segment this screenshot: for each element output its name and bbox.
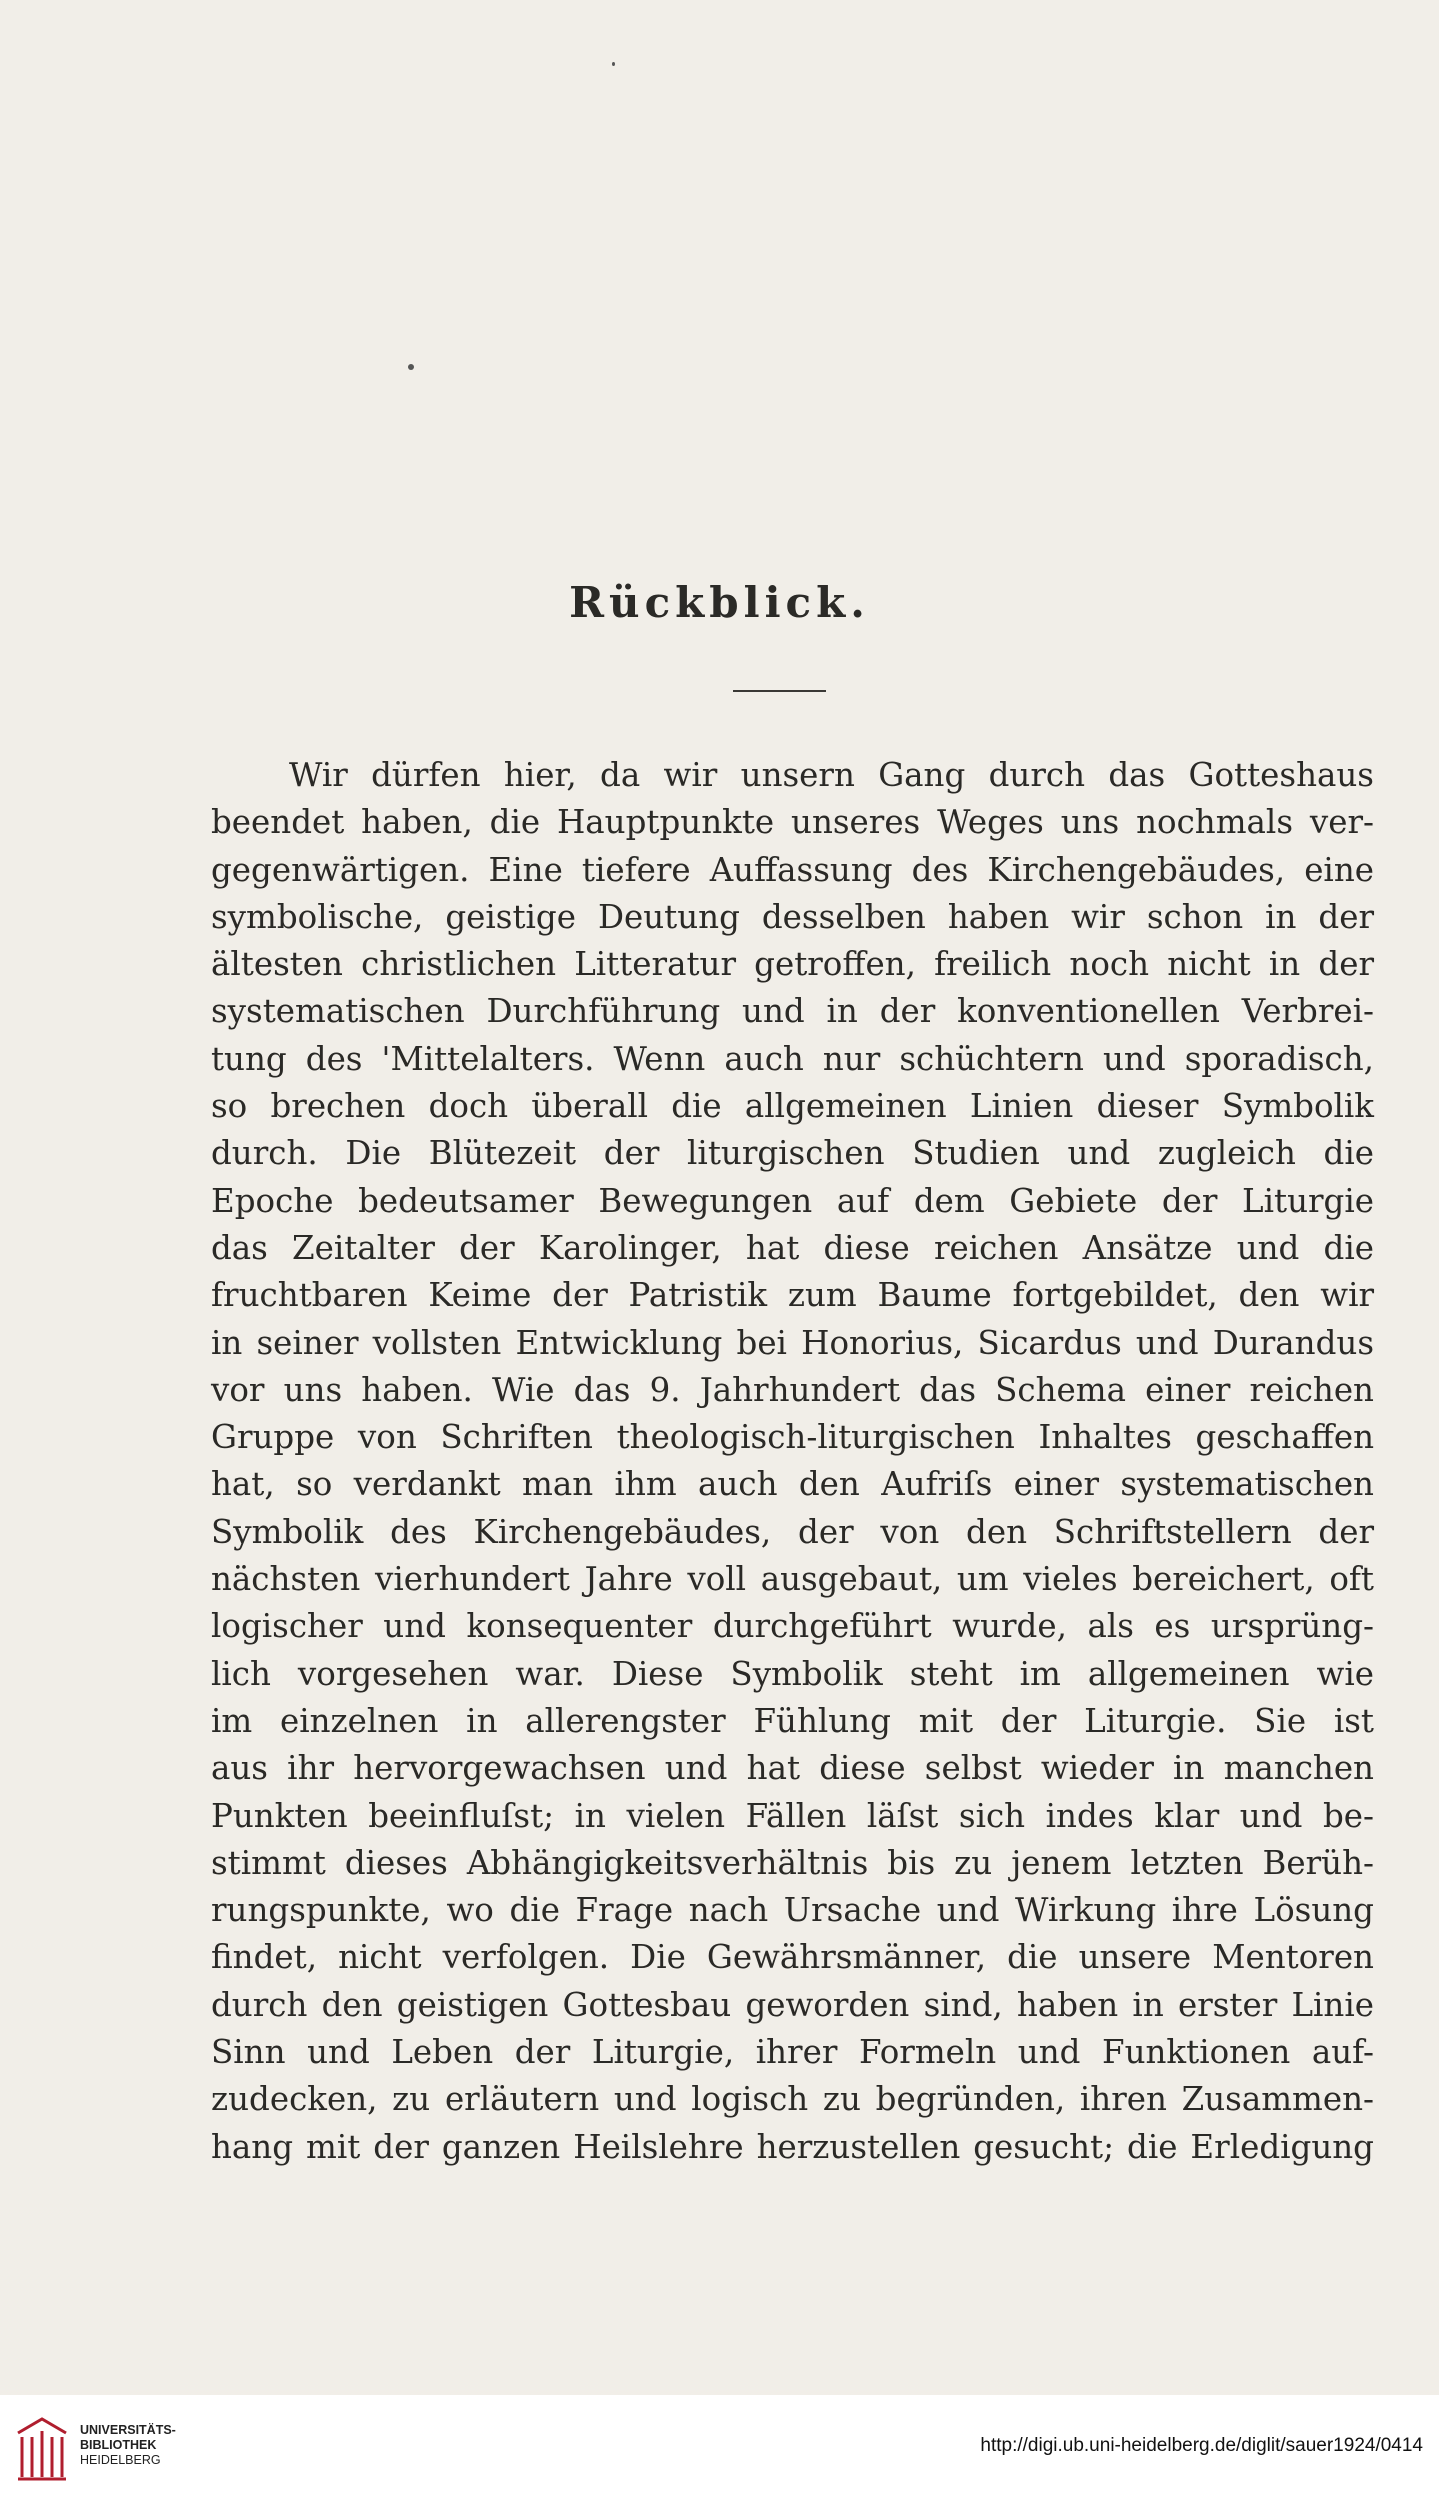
- source-url-link[interactable]: http://digi.ub.uni-heidelberg.de/diglit/sauer1924/0414: [980, 2435, 1423, 2456]
- text-line: symbolische, geistige Deutung desselben haben wir schon in der: [211, 897, 1374, 936]
- text-line: hang mit der ganzen Heilslehre herzustellen gesucht; die Erledigung: [211, 2127, 1374, 2166]
- library-name-line: BIBLIOTHEK: [80, 2438, 157, 2452]
- text-line: gegenwärtigen. Eine tiefere Auffassung des Kirchengebäudes, eine: [211, 850, 1374, 889]
- dust-speck: [408, 364, 414, 370]
- text-line: tung des 'Mittelalters. Wenn auch nur schüchtern und sporadisch,: [211, 1039, 1374, 1078]
- library-logo-icon: [14, 2413, 72, 2485]
- heading-rule: [733, 690, 826, 692]
- text-line: logischer und konsequenter durchgeführt wurde, als es ursprüng-: [211, 1607, 1374, 1646]
- text-line: durch. Die Blütezeit der liturgischen Studien und zugleich die: [211, 1134, 1374, 1173]
- text-line: vor uns haben. Wie das 9. Jahrhundert das Schema einer reichen: [211, 1370, 1374, 1409]
- text-line: im einzelnen in allerengster Fühlung mit der Liturgie. Sie ist: [211, 1701, 1374, 1740]
- library-name: [80, 2423, 176, 2468]
- text-line: das Zeitalter der Karolinger, hat diese reichen Ansätze und die: [211, 1228, 1374, 1267]
- body-text: [211, 752, 1374, 2171]
- library-footer: [0, 2395, 1439, 2495]
- chapter-heading: Rückblick.: [569, 578, 870, 627]
- text-line: findet, nicht verfolgen. Die Gewährsmänner, die unsere Mentoren: [211, 1938, 1374, 1977]
- text-line: stimmt dieses Abhängigkeitsverhältnis bis zu jenem letzten Berüh-: [211, 1843, 1374, 1882]
- text-line: aus ihr hervorgewachsen und hat diese selbst wieder in manchen: [211, 1749, 1374, 1788]
- text-line: nächsten vierhundert Jahre voll ausgebaut, um vieles bereichert, oft: [211, 1560, 1374, 1599]
- text-line: lich vorgesehen war. Diese Symbolik steht im allgemeinen wie: [211, 1654, 1374, 1693]
- text-line: rungspunkte, wo die Frage nach Ursache und Wirkung ihre Lösung: [211, 1891, 1374, 1930]
- text-line: Symbolik des Kirchengebäudes, der von den Schriftstellern der: [211, 1512, 1374, 1551]
- text-line: fruchtbaren Keime der Patristik zum Baume fortgebildet, den wir: [211, 1276, 1374, 1315]
- text-line: durch den geistigen Gottesbau geworden sind, haben in erster Linie: [211, 1985, 1374, 2024]
- text-line: so brechen doch überall die allgemeinen Linien dieser Symbolik: [211, 1087, 1374, 1126]
- text-line: zudecken, zu erläutern und logisch zu begründen, ihren Zusammen-: [211, 2080, 1374, 2119]
- text-line: ältesten christlichen Litteratur getroffen, freilich noch nicht in der: [211, 945, 1374, 984]
- library-name-line: HEIDELBERG: [80, 2453, 161, 2467]
- dust-speck: [612, 62, 615, 66]
- text-line: in seiner vollsten Entwicklung bei Honorius, Sicardus und Durandus: [211, 1323, 1374, 1362]
- text-line: Sinn und Leben der Liturgie, ihrer Formeln und Funktionen auf-: [211, 2033, 1374, 2072]
- text-line: Punkten beeinfluſst; in vielen Fällen läſst sich indes klar und be-: [211, 1796, 1374, 1835]
- text-line: systematischen Durchführung und in der konventionellen Verbrei-: [211, 992, 1374, 1031]
- text-line: Wir dürfen hier, da wir unsern Gang durch das Gotteshaus: [289, 756, 1374, 794]
- text-line: Epoche bedeutsamer Bewegungen auf dem Gebiete der Liturgie: [211, 1181, 1374, 1220]
- text-line: beendet haben, die Hauptpunkte unseres Weges uns nochmals ver-: [211, 803, 1374, 842]
- text-line: Gruppe von Schriften theologisch-liturgischen Inhaltes geschaffen: [211, 1418, 1374, 1457]
- library-name-line: UNIVERSITÄTS-: [80, 2423, 176, 2437]
- text-line: hat, so verdankt man ihm auch den Aufriſs einer systematischen: [211, 1465, 1374, 1504]
